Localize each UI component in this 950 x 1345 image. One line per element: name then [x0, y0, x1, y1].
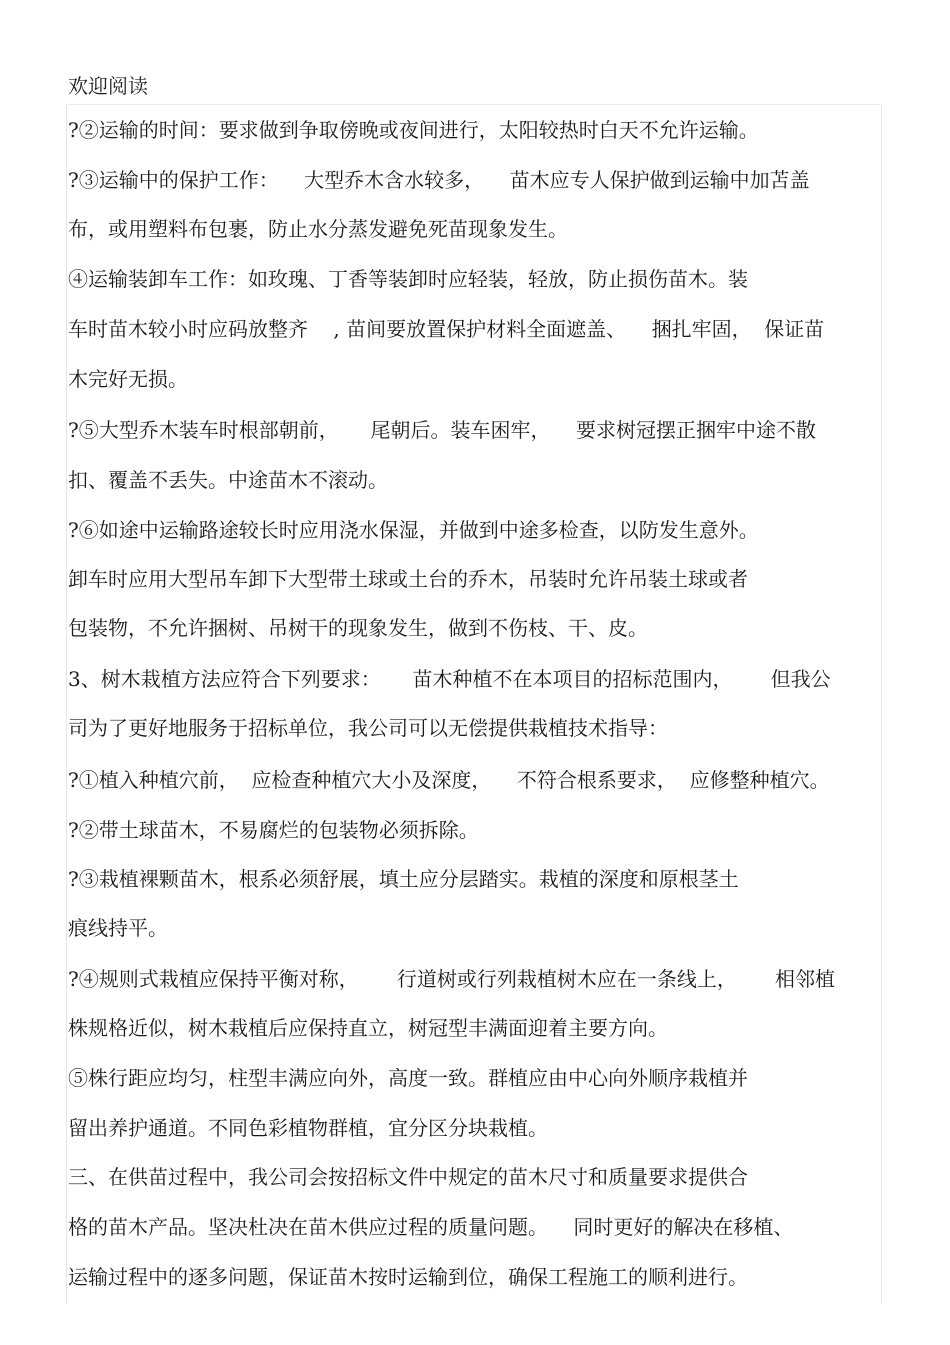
- text-line: 包装物，不允许捆树、吊树干的现象发生，做到不伤枝、干、皮。: [68, 616, 648, 640]
- text-line: 车时苗木较小时应码放整齐 , 苗间要放置保护材料全面遮盖、 捆扎牢固， 保证苗: [68, 317, 825, 341]
- text-line: ?②运输的时间：要求做到争取傍晚或夜间进行，太阳较热时白天不允许运输。: [68, 118, 759, 142]
- text-line: ?③栽植裸颗苗木，根系必须舒展，填土应分层踏实。栽植的深度和原根茎土: [68, 867, 739, 891]
- text-line: 木完好无损。: [68, 367, 188, 391]
- text-line: 布，或用塑料布包裹，防止水分蒸发避免死苗现象发生。: [68, 217, 568, 241]
- text-line: 格的苗木产品。坚决杜决在苗木供应过程的质量问题。 同时更好的解决在移植、: [68, 1215, 794, 1239]
- text-line: ?②带土球苗木，不易腐烂的包装物必须拆除。: [68, 818, 479, 842]
- text-line: ?⑤大型乔木装车时根部朝前， 尾朝后。装车困牢， 要求树冠摆正捆牢中途不散: [68, 418, 816, 442]
- text-line: ④运输装卸车工作：如玫瑰、丁香等装卸时应轻装，轻放，防止损伤苗木。装: [68, 267, 748, 291]
- text-line: ?③运输中的保护工作： 大型乔木含水较多， 苗木应专人保护做到运输中加苫盖: [68, 168, 810, 192]
- text-line: 扣、覆盖不丢失。中途苗木不滚动。: [68, 468, 388, 492]
- text-line: 三、在供苗过程中，我公司会按招标文件中规定的苗木尺寸和质量要求提供合: [68, 1165, 748, 1189]
- text-line: 卸车时应用大型吊车卸下大型带土球或土台的乔木，吊装时允许吊装土球或者: [68, 567, 748, 591]
- text-line: 司为了更好地服务于招标单位，我公司可以无偿提供栽植技术指导：: [68, 716, 668, 740]
- text-line: 痕线持平。: [68, 916, 168, 940]
- text-line: 3、树木栽植方法应符合下列要求： 苗木种植不在本项目的招标范围内， 但我公: [68, 667, 831, 691]
- page-header: 欢迎阅读: [68, 74, 148, 98]
- text-line: ?⑥如途中运输路途较长时应用浇水保湿，并做到中途多检查，以防发生意外。: [68, 518, 759, 542]
- text-line: ?④规则式栽植应保持平衡对称， 行道树或行列栽植树木应在一条线上， 相邻植: [68, 967, 836, 991]
- text-line: 运输过程中的逐多问题，保证苗木按时运输到位，确保工程施工的顺利进行。: [68, 1265, 748, 1289]
- text-line: 留出养护通道。不同色彩植物群植，宜分区分块栽植。: [68, 1116, 548, 1140]
- text-line: ?①植入种植穴前， 应检查种植穴大小及深度， 不符合根系要求， 应修整种植穴。: [68, 768, 830, 792]
- text-line: 株规格近似，树木栽植后应保持直立，树冠型丰满面迎着主要方向。: [68, 1016, 668, 1040]
- text-line: ⑤株行距应均匀，柱型丰满应向外，高度一致。群植应由中心向外顺序栽植并: [68, 1066, 748, 1090]
